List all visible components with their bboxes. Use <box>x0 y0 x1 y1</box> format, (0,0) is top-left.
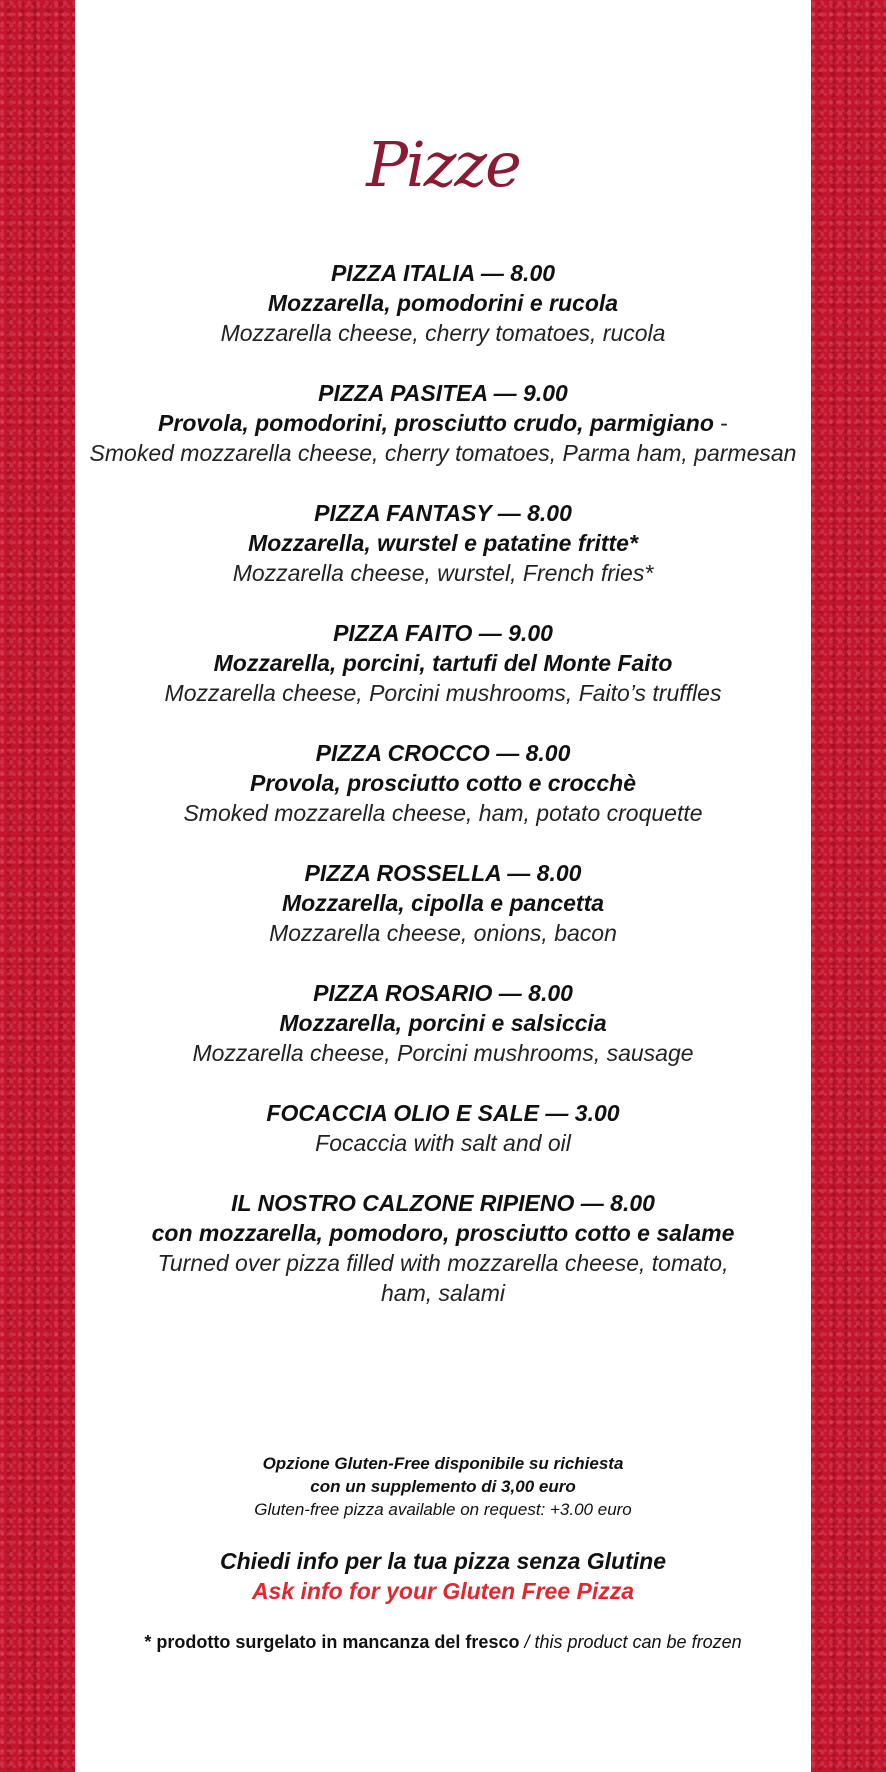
item-description-en: Mozzarella cheese, cherry tomatoes, rucola <box>220 320 666 346</box>
left-red-border <box>0 0 75 1772</box>
frozen-product-footnote <box>75 1630 811 1654</box>
item-description-it: Mozzarella, wurstel e patatine fritte* <box>248 530 638 556</box>
item-description-it: Mozzarella, pomodorini e rucola <box>267 290 619 316</box>
item-description-en: Turned over pizza filled with mozzarella cheese, tomato, ham, salami <box>157 1250 729 1306</box>
item-name: FOCACCIA OLIO E SALE — 3.00 <box>266 1100 620 1126</box>
gluten-free-note <box>75 1452 811 1521</box>
item-description-it: Mozzarella, porcini, tartufi del Monte Faito <box>213 650 673 676</box>
gluten-note-it-line2: con un supplemento di 3,00 euro <box>310 1477 576 1496</box>
footnote-en: / this product can be frozen <box>519 1632 742 1652</box>
menu-panel <box>75 0 811 1772</box>
menu-item <box>75 978 811 1068</box>
item-description-en: Mozzarella cheese, Porcini mushrooms, sausage <box>192 1040 694 1066</box>
menu-item <box>75 858 811 948</box>
item-description-en: Mozzarella cheese, Porcini mushrooms, Faito’s truffles <box>164 680 722 706</box>
item-description-it-line <box>75 408 811 438</box>
ask-info-it: Chiedi info per la tua pizza senza Glutine <box>219 1548 666 1574</box>
gluten-note-it-line1: Opzione Gluten-Free disponibile su richiesta <box>262 1454 624 1473</box>
footnote-it: * prodotto surgelato in mancanza del fresco <box>144 1632 520 1652</box>
menu-item <box>75 378 811 468</box>
item-description-en: Mozzarella cheese, wurstel, French fries* <box>232 560 654 586</box>
menu-item <box>75 738 811 828</box>
item-description-it: Mozzarella, porcini e salsiccia <box>279 1010 607 1036</box>
item-description-en: Smoked mozzarella cheese, ham, potato croquette <box>183 800 703 826</box>
item-name: PIZZA FAITO — 9.00 <box>333 620 553 646</box>
item-name: PIZZA ITALIA — 8.00 <box>330 260 556 286</box>
menu-item <box>75 618 811 708</box>
item-name: PIZZA ROSARIO — 8.00 <box>313 980 573 1006</box>
menu-item <box>75 1098 811 1158</box>
item-name: PIZZA CROCCO — 8.00 <box>315 740 571 766</box>
right-red-border <box>811 0 886 1772</box>
item-name: IL NOSTRO CALZONE RIPIENO — 8.00 <box>231 1190 655 1216</box>
page-title: Pizze <box>366 128 520 201</box>
item-name: PIZZA FANTASY — 8.00 <box>314 500 572 526</box>
item-description-it: con mozzarella, pomodoro, prosciutto cotto e salame <box>151 1220 735 1246</box>
item-description-it: Provola, pomodorini, prosciutto crudo, parmigiano <box>158 410 714 436</box>
item-description-it: Mozzarella, cipolla e pancetta <box>281 890 605 916</box>
gluten-info-callout <box>75 1546 811 1606</box>
menu-item <box>75 258 811 348</box>
ask-info-en: Ask info for your Gluten Free Pizza <box>251 1578 635 1604</box>
gluten-note-en: Gluten-free pizza available on request: +3.00 euro <box>254 1500 632 1519</box>
pizza-list <box>75 258 811 1338</box>
item-description-en: Smoked mozzarella cheese, cherry tomatoes, Parma ham, parmesan <box>89 440 797 466</box>
item-description-en: Focaccia with salt and oil <box>315 1130 571 1156</box>
item-name: PIZZA ROSSELLA — 8.00 <box>304 860 582 886</box>
menu-item <box>75 1188 811 1308</box>
menu-item <box>75 498 811 588</box>
item-name: PIZZA PASITEA — 9.00 <box>318 380 568 406</box>
item-separator: - <box>713 410 728 436</box>
item-description-it: Provola, prosciutto cotto e crocchè <box>250 770 636 796</box>
item-description-en: Mozzarella cheese, onions, bacon <box>269 920 617 946</box>
